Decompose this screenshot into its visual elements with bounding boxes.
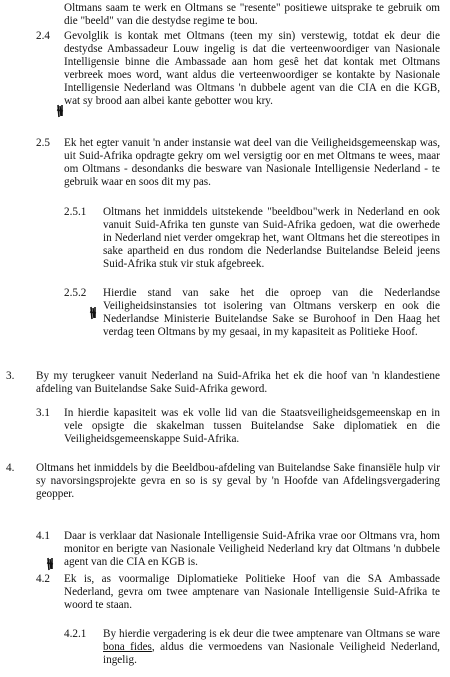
paragraph-2-5-2: Hierdie stand van sake het die oproep van die Nederlandse Veiligheidsinstansies tot isolering van Oltmans verskerp en ook die Nederlandse Ministerie Buitelandse Sake se Burohoof in Den Haag het verdag teen Oltmans by my gesaai, in my kapasiteit as Politieke Hoof. bbox=[103, 287, 440, 339]
paragraph-4-2: Ek is, as voormalige Diplomatieke Politieke Hoof van die SA Ambassade Nederland, gevra om twee amptenare van Nasionale Intelligensie Suid-Afrika te woord te staan. bbox=[64, 573, 440, 612]
section-number-4-2: 4.2 bbox=[36, 573, 50, 585]
handwritten-margin-mark bbox=[56, 104, 64, 118]
section-number-4: 4. bbox=[6, 462, 15, 474]
section-number-4-2-1: 4.2.1 bbox=[64, 628, 87, 640]
section-number-4-1: 4.1 bbox=[36, 530, 50, 542]
bona-fides-underlined: bona fides bbox=[103, 641, 152, 654]
section-number-2-5-2: 2.5.2 bbox=[64, 287, 87, 299]
paragraph-intro-continuation: Oltmans saam te werk en Oltmans se "resente" positiewe uitsprake te gebruik om die "beeld" van die destydse regime te bou. bbox=[64, 2, 440, 28]
handwritten-margin-mark bbox=[89, 306, 97, 320]
paragraph-3: By my terugkeer vanuit Nederland na Suid-Afrika het ek die hoof van 'n klandestiene afdeling van Buitelandse Sake Suid-Afrika geword. bbox=[36, 370, 440, 396]
paragraph-4-2-1-text-end: , aldus die vermoedens van Nasionale Veiligheid Nederland, ingelig. bbox=[103, 641, 440, 667]
section-number-3: 3. bbox=[6, 370, 15, 382]
paragraph-4-1: Daar is verklaar dat Nasionale Intelligensie Suid-Afrika vrae oor Oltmans vra, hom monitor en berigte van Nasionale Veiligheid Nederland kry dat Oltmans 'n dubbele agent van die CIA en KGB is. bbox=[64, 530, 440, 569]
section-number-2-5-1: 2.5.1 bbox=[64, 206, 87, 218]
section-number-2-5: 2.5 bbox=[36, 137, 50, 149]
paragraph-4: Oltmans het inmiddels by die Beeldbou-afdeling van Buitelandse Sake finansiële hulp vir sy navorsingsprojekte gevra en so is sy geval by 'n Hoofde van Afdelingsvergadering geopper. bbox=[36, 462, 440, 501]
handwritten-margin-mark bbox=[46, 557, 54, 571]
paragraph-3-1: In hierdie kapasiteit was ek volle lid van die Staatsveiligheidsgemeenskap en in vele opsigte die skakelman tussen Buitelandse Sake diplomatiek en die Veiligheidsgemeenskappe Suid-Afrika. bbox=[64, 407, 440, 446]
paragraph-4-2-1 bbox=[103, 628, 440, 667]
section-number-3-1: 3.1 bbox=[36, 407, 50, 419]
paragraph-4-2-1-text-start: By hierdie vergadering is ek deur die twee amptenare van Oltmans se ware bbox=[103, 628, 440, 640]
paragraph-2-5-1: Oltmans het inmiddels uitstekende "beeldbou"werk in Nederland en ook vanuit Suid-Afrika ten gunste van Suid-Afrika gedoen, wat die owerhede in Nederland niet verder omgekrap het, want Oltmans het die stereotipes in sake apartheid en dus rondom die Nederlandse Buitelandse Beleid jeens Suid-Afrika stuk vir stuk afgebreek. bbox=[103, 206, 440, 271]
paragraph-2-5: Ek het egter vanuit 'n ander instansie wat deel van die Veiligheidsgemeenskap was, uit Suid-Afrika opdragte gekry om wel versigtig oor en met Oltmans te wees, maar om Oltmans - desondanks die besware van Nasionale Intelligensie Nederland - te gebruik waar en soos dit my pas. bbox=[64, 137, 440, 189]
section-number-2-4: 2.4 bbox=[36, 30, 50, 42]
paragraph-2-4: Gevolglik is kontak met Oltmans (teen my sin) verstewig, totdat ek deur die destydse Ambassadeur Louw ingelig is dat die verteenwoordiger van Nasionale Intelligensie binne die Ambassade aan hom gesê het dat kontak met Oltmans verbreek moes word, want aldus die verteenwoordiger se kontakte by Nasionale Intelligensie Nederland was Oltmans 'n dubbele agent van die CIA en die KGB, wat sy brood aan albei kante gebotter wou kry. bbox=[64, 30, 440, 108]
